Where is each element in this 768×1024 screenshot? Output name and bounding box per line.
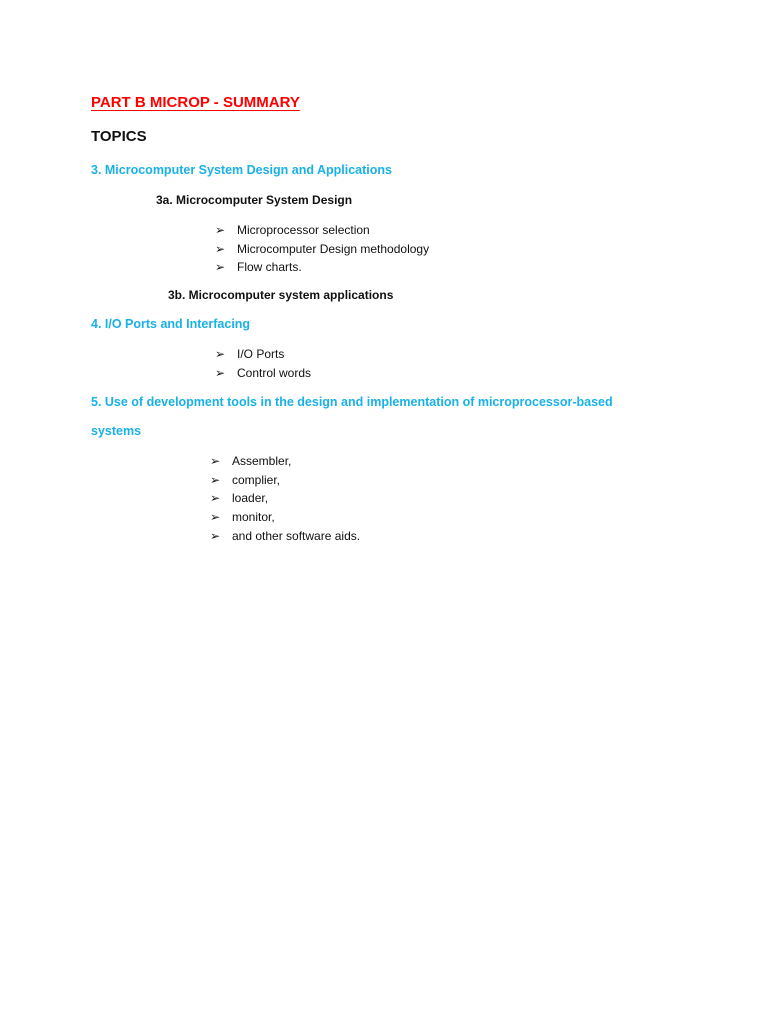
list-item: ➢ Flow charts. xyxy=(215,258,429,277)
arrow-bullet-icon: ➢ xyxy=(215,365,226,380)
section-5-heading: 5. Use of development tools in the design and implementation of microprocessor-based xyxy=(91,395,613,409)
list-item: ➢ complier, xyxy=(210,471,360,490)
list-item: ➢ Assembler, xyxy=(210,452,360,471)
list-item: ➢ Microprocessor selection xyxy=(215,221,429,240)
list-item: ➢ and other software aids. xyxy=(210,527,360,546)
subsection-3a-list xyxy=(215,221,429,277)
arrow-bullet-icon: ➢ xyxy=(215,260,226,275)
arrow-bullet-icon: ➢ xyxy=(210,454,221,468)
subsection-3b-heading: 3b. Microcomputer system applications xyxy=(168,288,394,302)
subsection-3a-heading: 3a. Microcomputer System Design xyxy=(156,193,353,207)
list-item: ➢ Control words xyxy=(215,364,311,383)
section-5-heading-continued: systems xyxy=(91,424,142,438)
arrow-bullet-icon: ➢ xyxy=(210,491,221,506)
arrow-bullet-icon: ➢ xyxy=(215,347,226,361)
document-title: PART B MICROP - SUMMARY xyxy=(91,94,300,111)
section-3-heading: 3. Microcomputer System Design and Applications xyxy=(91,163,392,177)
list-item: ➢ loader, xyxy=(210,489,360,508)
arrow-bullet-icon: ➢ xyxy=(210,510,221,525)
arrow-bullet-icon: ➢ xyxy=(215,241,226,256)
arrow-bullet-icon: ➢ xyxy=(210,528,221,543)
list-item: ➢ monitor, xyxy=(210,508,360,527)
topics-heading: TOPICS xyxy=(91,128,147,145)
section-4-heading: 4. I/O Ports and Interfacing xyxy=(91,317,251,331)
list-item: ➢ Microcomputer Design methodology xyxy=(215,240,429,259)
section-4-list xyxy=(215,345,311,382)
arrow-bullet-icon: ➢ xyxy=(210,472,221,487)
arrow-bullet-icon: ➢ xyxy=(215,223,226,237)
list-item: ➢ I/O Ports xyxy=(215,345,311,364)
section-5-list xyxy=(210,452,360,545)
